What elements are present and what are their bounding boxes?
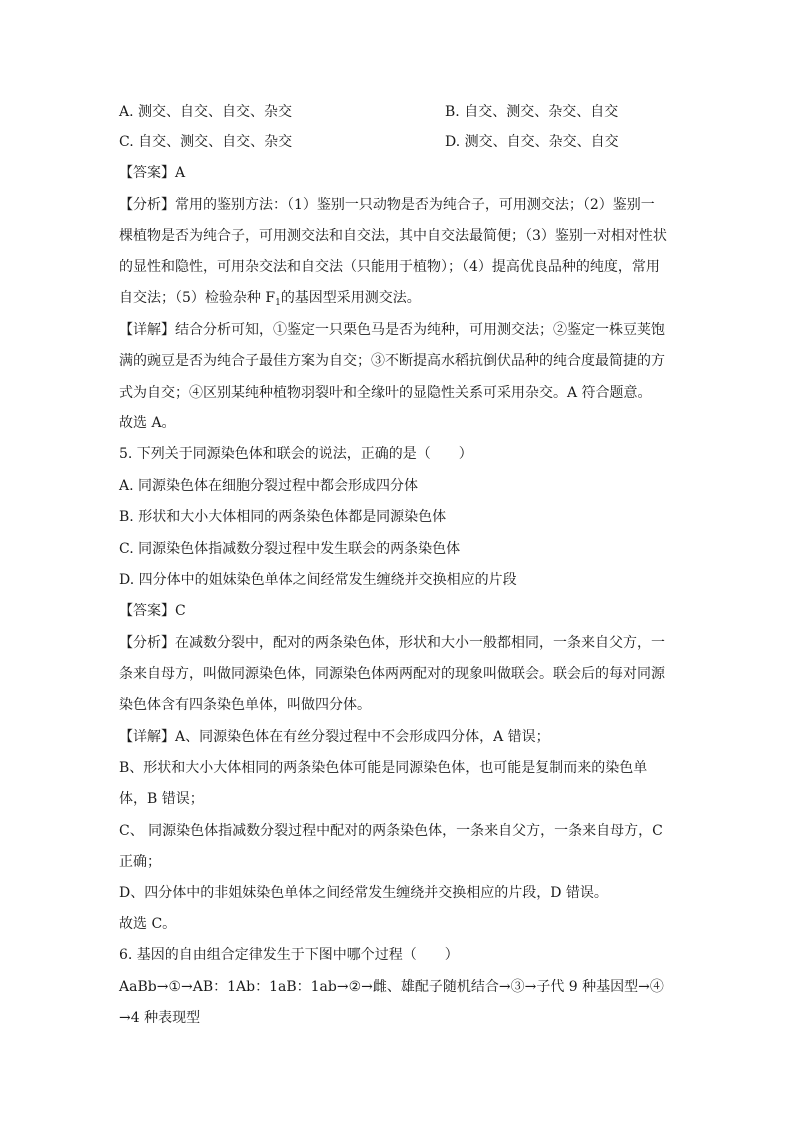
detail-line: 满的豌豆是否为纯合子最佳方案为自交；③不断提高水稻抗倒伏品种的纯合度最简捷的方 xyxy=(119,353,665,369)
question-5: 5. 下列关于同源染色体和联会的说法，正确的是（ ） xyxy=(119,446,473,462)
option-c: C. 同源染色体指减数分裂过程中发生联会的两条染色体 xyxy=(119,541,461,557)
option-d: D. 测交、自交、杂交、自交 xyxy=(445,134,619,150)
analysis-line: 棵植物是否为纯合子，可用测交法和自交法，其中自交法最简便；（3）鉴别一对相对性状 xyxy=(119,228,667,244)
conclusion: 故选 A。 xyxy=(119,415,176,431)
option-d: D. 四分体中的姐妹染色单体之间经常发生缠绕并交换相应的片段 xyxy=(119,572,517,588)
analysis-text: 自交法；（5）检验杂种 F xyxy=(119,290,276,306)
detail-line: 式为自交；④区别某纯种植物羽裂叶和全缘叶的显隐性关系可采用杂交。A 符合题意。 xyxy=(119,385,652,401)
option-b: B. 自交、测交、杂交、自交 xyxy=(445,104,619,120)
answer: 【答案】A xyxy=(119,165,186,181)
analysis-line: 染色体含有四条染色单体，叫做四分体。 xyxy=(119,697,371,713)
conclusion: 故选 C。 xyxy=(119,916,177,932)
subscript: 1 xyxy=(275,298,281,308)
process-line: AaBb→①→AB：1Ab：1aB：1ab→②→雌、雄配子随机结合→③→子代 9 种基因型→④ xyxy=(119,979,664,995)
option-b: B. 形状和大小大体相同的两条染色体都是同源染色体 xyxy=(119,509,447,525)
analysis-line: 【分析】在减数分裂中，配对的两条染色体，形状和大小一般都相同，一条来自父方，一 xyxy=(119,635,665,651)
option-a: A. 测交、自交、自交、杂交 xyxy=(119,104,293,120)
analysis-line xyxy=(119,288,679,308)
detail-line: 正确； xyxy=(119,854,161,870)
question-6: 6. 基因的自由组合定律发生于下图中哪个过程（ ） xyxy=(119,947,459,963)
detail-line: B、形状和大小大体相同的两条染色体可能是同源染色体，也可能是复制而来的染色单 xyxy=(119,760,648,776)
detail-line: D、四分体中的非姐妹染色单体之间经常发生缠绕并交换相应的片段，D 错误。 xyxy=(119,885,608,901)
answer: 【答案】C xyxy=(119,603,186,619)
analysis-line: 【分析】常用的鉴别方法：（1）鉴别一只动物是否为纯合子，可用测交法；（2）鉴别一 xyxy=(119,197,655,213)
analysis-line: 条来自母方，叫做同源染色体，同源染色体两两配对的现象叫做联会。联会后的每对同源 xyxy=(119,666,665,682)
detail-line: 【详解】A、同源染色体在有丝分裂过程中不会形成四分体，A 错误； xyxy=(119,729,550,745)
process-line: →4 种表现型 xyxy=(119,1010,201,1026)
analysis-line: 的显性和隐性，可用杂交法和自交法（只能用于植物）；（4）提高优良品种的纯度，常用 xyxy=(119,259,660,275)
option-c: C. 自交、测交、自交、杂交 xyxy=(119,134,293,150)
analysis-text: 的基因型采用测交法。 xyxy=(280,290,421,306)
option-a: A. 同源染色体在细胞分裂过程中都会形成四分体 xyxy=(119,478,419,494)
detail-line: C、 同源染色体指减数分裂过程中配对的两条染色体，一条来自父方，一条来自母方，C xyxy=(119,823,663,839)
detail-line: 体，B 错误； xyxy=(119,791,204,807)
detail-line: 【详解】结合分析可知，①鉴定一只栗色马是否为纯种，可用测交法；②鉴定一株豆荚饱 xyxy=(119,322,665,338)
